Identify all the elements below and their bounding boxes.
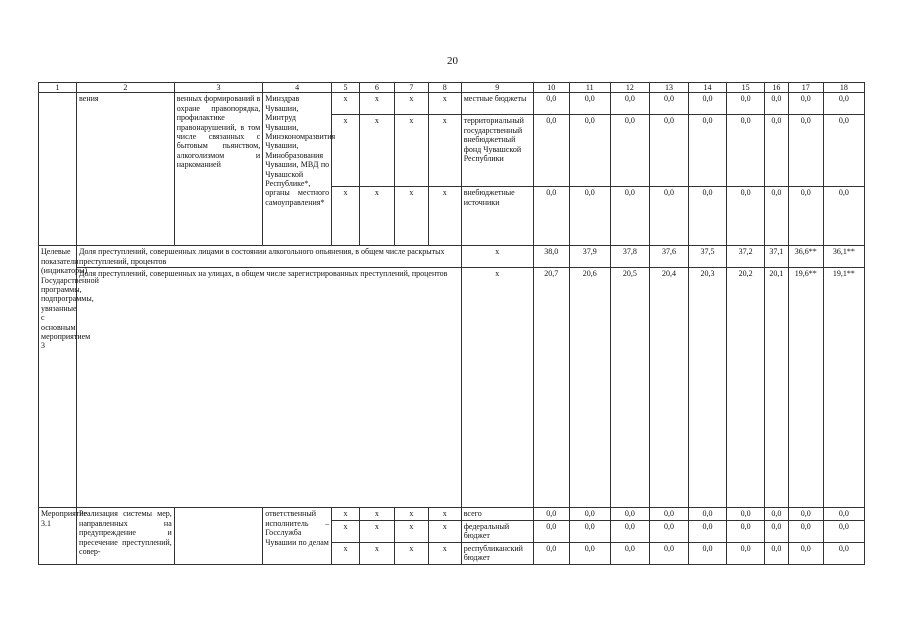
column-number: 10 bbox=[533, 83, 569, 93]
table-row bbox=[39, 508, 865, 520]
indicator-value-cell: 20,5 bbox=[610, 268, 649, 508]
indicator-row bbox=[39, 268, 865, 508]
mark-cell: x bbox=[359, 115, 394, 187]
mark-cell: x bbox=[428, 93, 461, 115]
value-cell: 0,0 bbox=[727, 520, 765, 542]
indicator-row bbox=[39, 246, 865, 268]
indicator-value-cell: 37,6 bbox=[649, 246, 688, 268]
indicator-value-cell: 37,8 bbox=[610, 246, 649, 268]
indicator-value-cell: 20,1 bbox=[765, 268, 789, 508]
value-cell: 0,0 bbox=[649, 187, 688, 246]
indicator-value-cell: 36,1** bbox=[823, 246, 864, 268]
value-cell: 0,0 bbox=[765, 115, 789, 187]
value-cell: 0,0 bbox=[649, 115, 688, 187]
indicator-value-cell: 19,6** bbox=[788, 268, 823, 508]
funding-source-cell: республиканский бюджет bbox=[461, 542, 533, 564]
value-cell: 0,0 bbox=[689, 93, 727, 115]
executors-cell: ответственный исполнитель – Госслужба Чувашии по делам bbox=[263, 508, 332, 564]
indicator-value-cell: 37,2 bbox=[727, 246, 765, 268]
mark-cell: x bbox=[461, 246, 533, 268]
column-number: 6 bbox=[359, 83, 394, 93]
mark-cell: x bbox=[359, 508, 394, 520]
measure-label-cell: Мероприятие 3.1 bbox=[39, 508, 77, 564]
column-number: 5 bbox=[332, 83, 360, 93]
indicator-value-cell: 37,9 bbox=[569, 246, 610, 268]
value-cell: 0,0 bbox=[727, 542, 765, 564]
column-number: 4 bbox=[263, 83, 332, 93]
mark-cell: x bbox=[332, 520, 360, 542]
funding-source-cell: всего bbox=[461, 508, 533, 520]
value-cell: 0,0 bbox=[689, 115, 727, 187]
indicator-value-cell: 36,6** bbox=[788, 246, 823, 268]
indicators-label-cell: Целевые показатели (индикаторы) Государственной программы, подпрограммы, увязанные с основным мероприятием 3 bbox=[39, 246, 77, 508]
value-cell: 0,0 bbox=[533, 93, 569, 115]
executors-cell: Минздрав Чувашии, Минтруд Чувашии, Минэкономразвития Чувашии, Минобразования Чувашии, МВД по Чувашской Республике*, органы местного самоуправления* bbox=[263, 93, 332, 246]
value-cell: 0,0 bbox=[569, 93, 610, 115]
value-cell: 0,0 bbox=[610, 508, 649, 520]
value-cell: 0,0 bbox=[610, 187, 649, 246]
mark-cell: x bbox=[359, 93, 394, 115]
column-number: 14 bbox=[689, 83, 727, 93]
value-cell: 0,0 bbox=[823, 520, 864, 542]
table-row bbox=[39, 93, 865, 115]
funding-source-cell: федеральный бюджет bbox=[461, 520, 533, 542]
mark-cell: x bbox=[359, 520, 394, 542]
value-cell: 0,0 bbox=[727, 115, 765, 187]
indicator-text-cell: Доля преступлений, совершенных лицами в состоянии алкогольного опьянения, в общем числе раскрытых преступлений, процентов bbox=[77, 246, 462, 268]
value-cell: 0,0 bbox=[765, 542, 789, 564]
mark-cell: x bbox=[428, 520, 461, 542]
value-cell: 0,0 bbox=[823, 508, 864, 520]
measure-name-cell: вения bbox=[77, 93, 175, 246]
value-cell: 0,0 bbox=[823, 115, 864, 187]
value-cell: 0,0 bbox=[689, 187, 727, 246]
value-cell: 0,0 bbox=[823, 187, 864, 246]
value-cell: 0,0 bbox=[765, 520, 789, 542]
value-cell: 0,0 bbox=[569, 187, 610, 246]
mark-cell: x bbox=[428, 115, 461, 187]
value-cell: 0,0 bbox=[533, 520, 569, 542]
measure-name-cell: Реализация системы мер, направленных на предупреждение и пресечение преступлений, совер- bbox=[77, 508, 175, 564]
mark-cell: x bbox=[394, 520, 428, 542]
mark-cell: x bbox=[428, 542, 461, 564]
indicator-value-cell: 19,1** bbox=[823, 268, 864, 508]
value-cell: 0,0 bbox=[788, 508, 823, 520]
mark-cell: x bbox=[394, 115, 428, 187]
value-cell: 0,0 bbox=[788, 520, 823, 542]
mark-cell: x bbox=[332, 115, 360, 187]
value-cell: 0,0 bbox=[649, 93, 688, 115]
value-cell: 0,0 bbox=[823, 93, 864, 115]
value-cell: 0,0 bbox=[610, 93, 649, 115]
value-cell: 0,0 bbox=[765, 187, 789, 246]
indicator-value-cell: 37,1 bbox=[765, 246, 789, 268]
value-cell: 0,0 bbox=[689, 520, 727, 542]
value-cell: 0,0 bbox=[649, 520, 688, 542]
value-cell: 0,0 bbox=[533, 542, 569, 564]
value-cell: 0,0 bbox=[823, 542, 864, 564]
empty-cell bbox=[39, 93, 77, 246]
column-number: 17 bbox=[788, 83, 823, 93]
funding-source-cell: местные бюджеты bbox=[461, 93, 533, 115]
page-number: 20 bbox=[447, 55, 458, 67]
mark-cell: x bbox=[461, 268, 533, 508]
value-cell: 0,0 bbox=[569, 115, 610, 187]
indicator-value-cell: 20,4 bbox=[649, 268, 688, 508]
column-number: 11 bbox=[569, 83, 610, 93]
value-cell: 0,0 bbox=[727, 187, 765, 246]
value-cell: 0,0 bbox=[569, 520, 610, 542]
mark-cell: x bbox=[332, 187, 360, 246]
indicator-value-cell: 38,0 bbox=[533, 246, 569, 268]
value-cell: 0,0 bbox=[533, 187, 569, 246]
column-number: 1 bbox=[39, 83, 77, 93]
indicator-value-cell: 37,5 bbox=[689, 246, 727, 268]
value-cell: 0,0 bbox=[765, 93, 789, 115]
column-number: 12 bbox=[610, 83, 649, 93]
value-cell: 0,0 bbox=[610, 520, 649, 542]
value-cell: 0,0 bbox=[569, 542, 610, 564]
mark-cell: x bbox=[394, 542, 428, 564]
column-number: 16 bbox=[765, 83, 789, 93]
indicator-value-cell: 20,2 bbox=[727, 268, 765, 508]
column-number: 2 bbox=[77, 83, 175, 93]
mark-cell: x bbox=[394, 93, 428, 115]
mark-cell: x bbox=[428, 508, 461, 520]
mark-cell: x bbox=[332, 93, 360, 115]
value-cell: 0,0 bbox=[788, 93, 823, 115]
column-number: 15 bbox=[727, 83, 765, 93]
empty-cell bbox=[174, 508, 262, 564]
mark-cell: x bbox=[332, 508, 360, 520]
mark-cell: x bbox=[394, 508, 428, 520]
value-cell: 0,0 bbox=[788, 542, 823, 564]
column-number: 9 bbox=[461, 83, 533, 93]
column-number: 8 bbox=[428, 83, 461, 93]
mark-cell: x bbox=[332, 542, 360, 564]
value-cell: 0,0 bbox=[610, 542, 649, 564]
measure-description-cell: венных формирований в охране правопорядка, профилактике правонарушений, в том числе связанных с бытовым пьянством, алкоголизмом и наркоманией bbox=[174, 93, 262, 246]
column-number-row bbox=[39, 83, 865, 93]
indicator-text-cell: Доля преступлений, совершенных на улицах, в общем числе зарегистрированных преступлений, процентов bbox=[77, 268, 462, 508]
column-number: 13 bbox=[649, 83, 688, 93]
value-cell: 0,0 bbox=[649, 542, 688, 564]
indicator-value-cell: 20,7 bbox=[533, 268, 569, 508]
value-cell: 0,0 bbox=[689, 542, 727, 564]
value-cell: 0,0 bbox=[765, 508, 789, 520]
program-table bbox=[38, 82, 865, 565]
value-cell: 0,0 bbox=[727, 508, 765, 520]
value-cell: 0,0 bbox=[788, 187, 823, 246]
indicator-value-cell: 20,6 bbox=[569, 268, 610, 508]
value-cell: 0,0 bbox=[649, 508, 688, 520]
value-cell: 0,0 bbox=[533, 115, 569, 187]
value-cell: 0,0 bbox=[610, 115, 649, 187]
column-number: 18 bbox=[823, 83, 864, 93]
funding-source-cell: территориальный государственный внебюджетный фонд Чувашской Республики bbox=[461, 115, 533, 187]
value-cell: 0,0 bbox=[788, 115, 823, 187]
mark-cell: x bbox=[359, 542, 394, 564]
mark-cell: x bbox=[428, 187, 461, 246]
column-number: 7 bbox=[394, 83, 428, 93]
value-cell: 0,0 bbox=[569, 508, 610, 520]
funding-source-cell: внебюджетные источники bbox=[461, 187, 533, 246]
value-cell: 0,0 bbox=[689, 508, 727, 520]
mark-cell: x bbox=[359, 187, 394, 246]
column-number: 3 bbox=[174, 83, 262, 93]
value-cell: 0,0 bbox=[533, 508, 569, 520]
indicator-value-cell: 20,3 bbox=[689, 268, 727, 508]
mark-cell: x bbox=[394, 187, 428, 246]
value-cell: 0,0 bbox=[727, 93, 765, 115]
